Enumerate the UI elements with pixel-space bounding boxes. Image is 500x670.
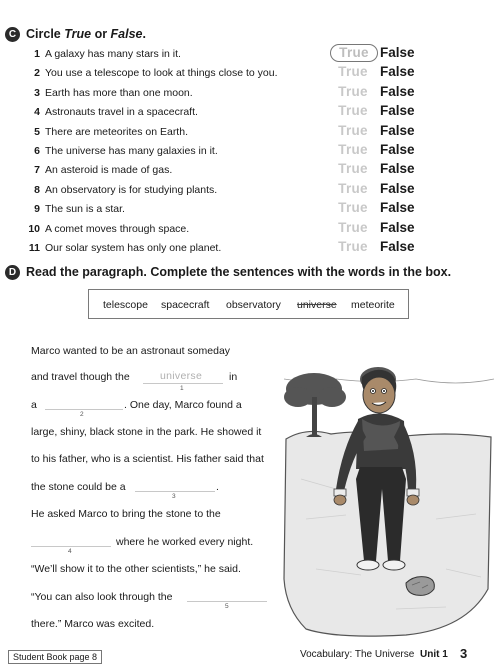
footer-topic: Vocabulary: The Universe [300,649,415,660]
boy-finding-meteorite-illustration [276,339,496,641]
answer-1: universe [160,370,203,382]
question-statement: A comet moves through space. [45,222,190,235]
paragraph-line-7: He asked Marco to bring the stone to the [31,508,221,520]
paragraph-line-3-start: a [31,399,37,411]
word-telescope: telescope [103,299,148,311]
section-c-badge: C [5,27,20,42]
title-true: True [64,27,92,41]
question-number: 2 [34,67,40,80]
false-option[interactable]: False [380,239,415,254]
false-option[interactable]: False [380,161,415,177]
question-number: 3 [34,86,40,99]
true-option[interactable]: True [338,200,368,216]
question-row [28,122,468,142]
question-number: 11 [28,242,40,254]
question-row [28,83,468,103]
question-row [28,180,468,200]
true-option[interactable]: True [338,103,368,119]
true-option[interactable]: True [338,180,368,196]
false-option[interactable]: False [380,142,415,157]
page-number: 3 [460,646,468,661]
question-statement: Earth has more than one moon. [45,86,193,99]
question-row [28,219,468,239]
question-statement: The sun is a star. [45,203,125,216]
question-number: 8 [34,183,40,196]
paragraph-line-2-end: in [229,371,238,383]
false-option[interactable]: False [380,122,415,138]
paragraph-line-2-start: and travel though the [31,371,130,383]
section-d-badge: D [5,265,20,280]
false-option[interactable]: False [380,83,415,99]
paragraph-line-1: Marco wanted to be an astronaut someday [31,345,231,357]
question-number: 5 [34,125,40,138]
question-number: 7 [34,164,40,177]
blank-number-3: 3 [172,493,176,500]
title-text: Circle [26,27,65,41]
question-row [28,161,468,180]
question-row [28,239,468,258]
word-spacecraft: spacecraft [161,299,210,311]
question-statement: The universe has many galaxies in it. [45,145,218,157]
false-option[interactable]: False [380,45,415,60]
question-number: 9 [34,203,40,216]
question-number: 1 [34,48,40,60]
title-text: or [91,27,111,41]
paragraph-line-6-start: the stone could be a [31,481,126,493]
paragraph-line-10: “You can also look through the [31,591,173,603]
question-statement: An observatory is for studying plants. [45,183,218,196]
word-universe: universe [297,299,337,311]
question-row [28,103,468,122]
question-number: 4 [34,106,40,119]
question-statement: Astronauts travel in a spacecraft. [45,106,198,119]
blank-2[interactable] [45,409,123,410]
true-option[interactable]: True [330,44,378,62]
blank-number-5: 5 [225,603,229,610]
question-number: 10 [28,222,40,235]
word-box [88,289,409,319]
question-statement: Our solar system has only one planet. [45,242,222,254]
paragraph-line-9: “We’ll show it to the other scientists,” he said. [31,563,241,575]
blank-1[interactable] [143,383,223,384]
question-statement: A galaxy has many stars in it. [45,48,181,60]
question-row [28,200,468,219]
false-option[interactable]: False [380,103,415,119]
blank-5[interactable] [187,601,267,602]
question-row [28,64,468,83]
blank-number-4: 4 [68,548,72,555]
question-statement: An asteroid is made of gas. [45,164,173,177]
true-option[interactable]: True [338,64,368,80]
true-option[interactable]: True [338,239,368,254]
question-statement: There are meteorites on Earth. [45,125,188,138]
paragraph-line-3-end: . One day, Marco found a [124,399,242,411]
paragraph-line-11: there.” Marco was excited. [31,618,155,630]
student-book-page-ref: Student Book page 8 [8,650,102,664]
paragraph-line-6-end: . [216,481,219,493]
footer-unit: Unit 1 [420,649,448,660]
blank-3[interactable] [135,491,215,492]
section-d-title: Read the paragraph. Complete the sentences with the words in the box. [26,265,452,279]
false-option[interactable]: False [380,219,415,235]
false-option[interactable]: False [380,200,415,216]
paragraph-line-4: large, shiny, black stone in the park. He showed it [31,426,262,438]
blank-number-2: 2 [80,411,84,418]
blank-number-1: 1 [180,385,184,392]
question-number: 6 [34,145,40,157]
question-statement: You use a telescope to look at things close to you. [45,67,278,80]
question-row [28,45,468,64]
title-text: . [142,27,146,41]
blank-4[interactable] [31,546,111,547]
paragraph-line-5: to his father, who is a scientist. His father said that [31,453,264,465]
word-observatory: observatory [226,299,281,311]
paragraph-line-8: where he worked every night. [116,536,254,548]
false-option[interactable]: False [380,64,415,80]
word-meteorite: meteorite [351,299,395,311]
question-row [28,142,468,161]
true-option[interactable]: True [338,142,368,157]
true-option[interactable]: True [338,83,368,99]
section-c-title [26,27,146,41]
title-false: False [110,27,143,41]
true-option[interactable]: True [338,161,368,177]
true-option[interactable]: True [338,219,368,235]
true-option[interactable]: True [338,122,368,138]
false-option[interactable]: False [380,180,415,196]
